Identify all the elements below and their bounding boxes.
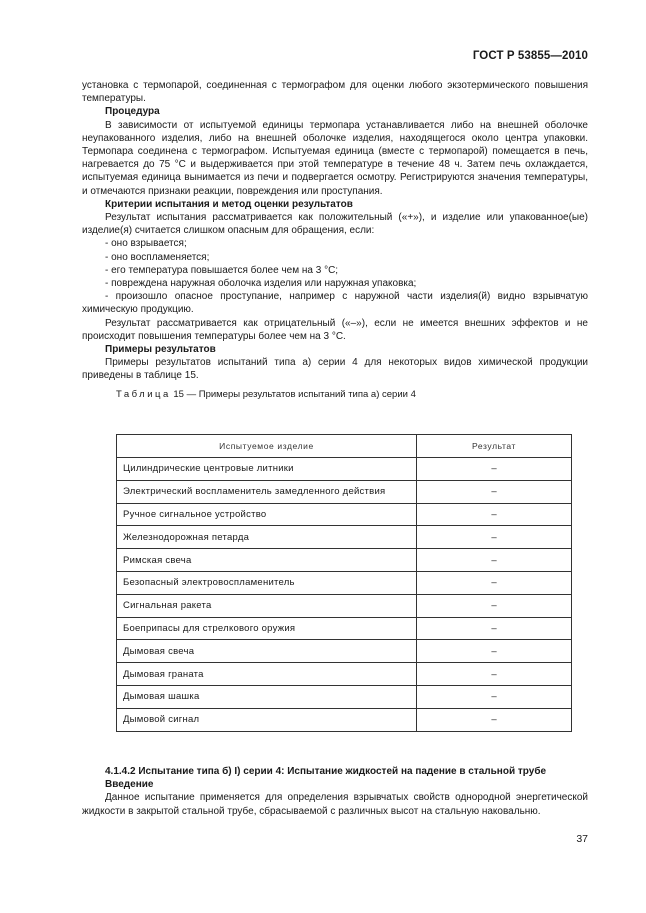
procedure-heading: Процедура — [105, 106, 160, 118]
table-row — [117, 640, 572, 663]
column-header-result: Результат — [417, 435, 572, 458]
item-cell: Дымовой сигнал — [117, 708, 417, 731]
page-number: 37 — [576, 833, 588, 845]
table-row — [117, 549, 572, 572]
table-header-row — [117, 435, 572, 458]
result-cell: – — [417, 708, 572, 731]
item-cell: Электрический воспламенитель замедленного действия — [117, 480, 417, 503]
item-cell: Сигнальная ракета — [117, 594, 417, 617]
item-cell: Ручное сигнальное устройство — [117, 503, 417, 526]
result-cell: – — [417, 640, 572, 663]
table-row — [117, 458, 572, 481]
table-row — [117, 503, 572, 526]
section-4-1-4-2 — [82, 765, 588, 818]
table-row — [117, 708, 572, 731]
table-row — [117, 480, 572, 503]
results-table — [116, 434, 572, 732]
intro-paragraph: установка с термопарой, соединенная с термографом для оценки любого экзотермического повышения температуры. — [82, 80, 588, 105]
item-cell: Цилиндрические центровые литники — [117, 458, 417, 481]
result-cell: – — [417, 503, 572, 526]
criteria-list-item: - повреждена наружная оболочка изделия или наружная упаковка; — [105, 278, 417, 290]
table-caption-word: Таблица — [116, 389, 171, 400]
result-cell: – — [417, 458, 572, 481]
result-cell: – — [417, 663, 572, 686]
examples-heading: Примеры результатов — [105, 344, 216, 356]
procedure-paragraph: В зависимости от испытуемой единицы термопара устанавливается либо на внешней оболочке неупакованного изделия, либо на внешней оболочке изделия, находящегося около центра упаковки. Термопара соединена с термографом. Испытуемая единица (вместе с термопарой) помещается в печь, нагревается до 75 °С и выдерживается при этой температуре в течение 48 ч. Затем печь охлаждается, испытуемая единица вынимается из печи и подвергается осмотру. Регистрируются значения температуры, и отмечаются признаки реакции, повреждения или проступания. — [82, 119, 588, 197]
table-row — [117, 685, 572, 708]
intro-block — [82, 79, 588, 383]
result-cell: – — [417, 594, 572, 617]
criteria-paragraph: Результат испытания рассматривается как положительный («+»), и изделие или упакованное(ые) изделие(я) считается слишком опасным для обращения, если: — [82, 212, 588, 237]
item-cell: Железнодорожная петарда — [117, 526, 417, 549]
table-caption — [116, 389, 416, 400]
criteria-list-item: - оно воспламеняется; — [105, 251, 210, 263]
document-id-header: ГОСТ Р 53855—2010 — [472, 50, 588, 62]
item-cell: Дымовая шашка — [117, 685, 417, 708]
criteria-heading: Критерии испытания и метод оценки результатов — [105, 198, 353, 210]
result-cell: – — [417, 571, 572, 594]
table-row — [117, 594, 572, 617]
column-header-item: Испытуемое изделие — [117, 435, 417, 458]
negative-result-paragraph: Результат рассматривается как отрицательный («–»), если не имеется внешних эффектов и не происходит повышения температуры более чем на 3 °С. — [82, 317, 588, 342]
item-cell: Боеприпасы для стрелкового оружия — [117, 617, 417, 640]
table-caption-text: 15 — Примеры результатов испытаний типа а) серии 4 — [173, 389, 416, 400]
result-cell: – — [417, 526, 572, 549]
table-row — [117, 571, 572, 594]
section-heading: 4.1.4.2 Испытание типа б) I) серии 4: Испытание жидкостей на падение в стальной трубе — [105, 766, 547, 777]
result-cell: – — [417, 685, 572, 708]
introduction-paragraph: Данное испытание применяется для определения взрывчатых свойств однородной энергетической жидкости в закрытой стальной трубе, сбрасываемой с различных высот на стальную наковальню. — [82, 792, 588, 817]
introduction-heading: Введение — [105, 779, 154, 791]
result-cell: – — [417, 549, 572, 572]
table-row — [117, 526, 572, 549]
item-cell: Римская свеча — [117, 549, 417, 572]
item-cell: Дымовая свеча — [117, 640, 417, 663]
criteria-list-item: - его температура повышается более чем на 3 °С; — [105, 264, 339, 276]
table-row — [117, 617, 572, 640]
result-cell: – — [417, 617, 572, 640]
criteria-list-item: - оно взрывается; — [105, 238, 187, 250]
item-cell: Безопасный электровоспламенитель — [117, 571, 417, 594]
item-cell: Дымовая граната — [117, 663, 417, 686]
result-cell: – — [417, 480, 572, 503]
criteria-list-item: - произошло опасное проступание, например с наружной части изделия(й) видно взрывчатую химическую продукцию. — [82, 291, 588, 316]
table-row — [117, 663, 572, 686]
examples-paragraph: Примеры результатов испытаний типа а) серии 4 для некоторых видов химической продукции приведены в таблице 15. — [82, 357, 588, 382]
